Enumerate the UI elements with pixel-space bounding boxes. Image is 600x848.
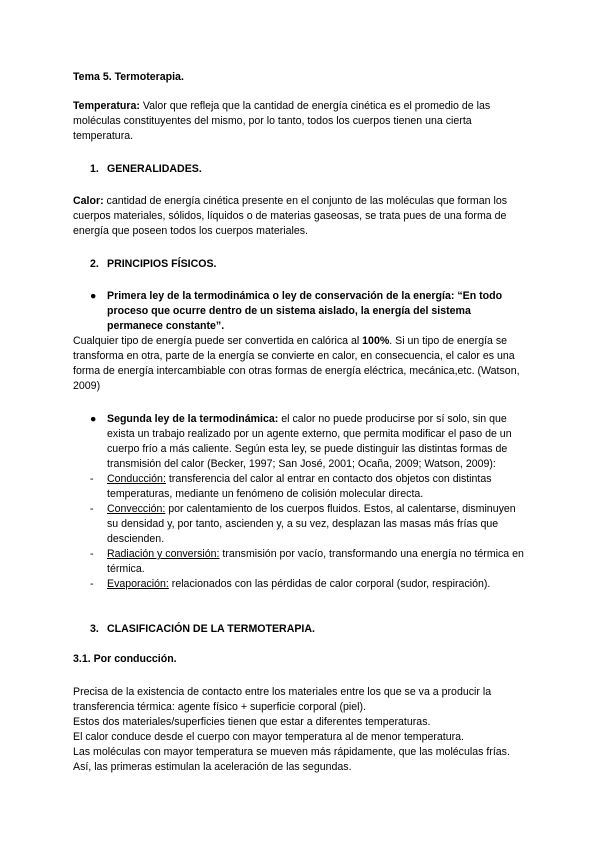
list-item-label: Convección:	[107, 503, 166, 515]
primera-ley-para-b: . Si un tipo de energía se transforma en otra, parte de la energía se convierte en calor, en consecuencia, el calor es una forma de energía intercambiable con otras formas de energía eléctrica, mecánica,etc. (Watson, 2009)	[73, 335, 520, 392]
temperatura-text: Valor que refleja que la cantidad de energía cinética es el promedio de las moléculas constituyentes del mismo, por lo tanto, todos los cuerpos tienen una cierta temperatura.	[73, 100, 491, 142]
list-item-text: transferencia del calor al entrar en contacto dos objetos con distintas temperaturas, mediante un fenómeno de colisión molecular directa.	[107, 473, 492, 500]
section-2-heading	[73, 257, 528, 272]
conduccion-text-block	[73, 685, 528, 775]
segunda-ley-bullet	[73, 412, 528, 472]
list-item-text: relacionados con las pérdidas de calor corporal (sudor, respiración).	[168, 578, 491, 590]
conduccion-line: Las moléculas con mayor temperatura se mueven más rápidamente, que las moléculas frías. Así, las primeras estimulan la aceleración de las segundas.	[73, 746, 510, 773]
section-1-number: 1.	[90, 163, 99, 175]
temperatura-paragraph	[73, 99, 528, 144]
section-1-heading	[73, 162, 528, 177]
bullet-icon: ●	[90, 413, 97, 425]
segunda-ley-label: Segunda ley de la termodinámica:	[107, 413, 279, 425]
list-item-text: transmisión por vacío, transformando una energía no térmica en térmica.	[107, 548, 524, 575]
primera-ley-para-a: Cualquier tipo de energía puede ser convertida en calórica al	[73, 335, 363, 347]
list-item-label: Evaporación:	[107, 578, 169, 590]
transmision-list	[73, 472, 528, 592]
dash-icon: -	[90, 548, 94, 560]
calor-text: cantidad de energía cinética presente en el conjunto de las moléculas que forman los cuerpos materiales, sólidos, líquidos o de materias gaseosas, se trata pues de una forma de energía que poseen todos los cuerpos materiales.	[73, 195, 508, 237]
bullet-icon: ●	[90, 290, 97, 302]
conduccion-line: Precisa de la existencia de contacto entre los materiales entre los que se va a producir la transferencia térmica: agente físico + superficie corporal (piel).	[73, 686, 492, 713]
primera-ley-bullet	[73, 289, 528, 334]
list-item-label: Radiación y conversión:	[107, 548, 220, 560]
primera-ley-para-bold: 100%	[362, 335, 390, 347]
dash-icon: -	[90, 503, 94, 515]
list-item-conduccion	[73, 472, 528, 502]
section-3-number: 3.	[90, 623, 99, 635]
list-item-evaporacion	[73, 577, 528, 592]
calor-paragraph	[73, 194, 528, 239]
list-item-conveccion	[73, 502, 528, 547]
primera-ley-paragraph	[73, 334, 528, 394]
document-title: Tema 5. Termoterapia.	[73, 71, 184, 83]
document-page	[73, 70, 528, 775]
subsection-3-1-title: 3.1. Por conducción.	[73, 653, 177, 665]
list-item-radiacion	[73, 547, 528, 577]
conduccion-line: El calor conduce desde el cuerpo con mayor temperatura al de menor temperatura.	[73, 731, 465, 743]
calor-label: Calor:	[73, 195, 104, 207]
conduccion-line: Estos dos materiales/superficies tienen que estar a diferentes temperaturas.	[73, 716, 431, 728]
section-1-title: GENERALIDADES.	[107, 163, 202, 175]
dash-icon: -	[90, 578, 94, 590]
section-3-title: CLASIFICACIÓN DE LA TERMOTERAPIA.	[107, 623, 315, 635]
section-2-number: 2.	[90, 258, 99, 270]
temperatura-label: Temperatura:	[73, 100, 140, 112]
list-item-label: Conducción:	[107, 473, 166, 485]
section-3-heading	[73, 622, 528, 637]
dash-icon: -	[90, 473, 94, 485]
section-2-title: PRINCIPIOS FÍSICOS.	[107, 258, 217, 270]
primera-ley-text: Primera ley de la termodinámica o ley de conservación de la energía: “En todo proceso que ocurre dentro de un sistema aislado, la energía del sistema permanece constante”.	[107, 290, 503, 332]
segunda-ley-text: el calor no puede producirse por sí solo, sin que exista un trabajo realizado por un agente externo, que permita modificar el paso de un cuerpo frío a más caliente. Según esta ley, se puede distinguir las distintas formas de transmisión del calor (Becker, 1997; San José, 2001; Ocaña, 2009; Watson, 2009):	[107, 413, 512, 470]
list-item-text: por calentamiento de los cuerpos fluidos. Estos, al calentarse, disminuyen su densidad y, por tanto, ascienden y, a su vez, desplazan las masas más frías que descienden.	[107, 503, 516, 545]
